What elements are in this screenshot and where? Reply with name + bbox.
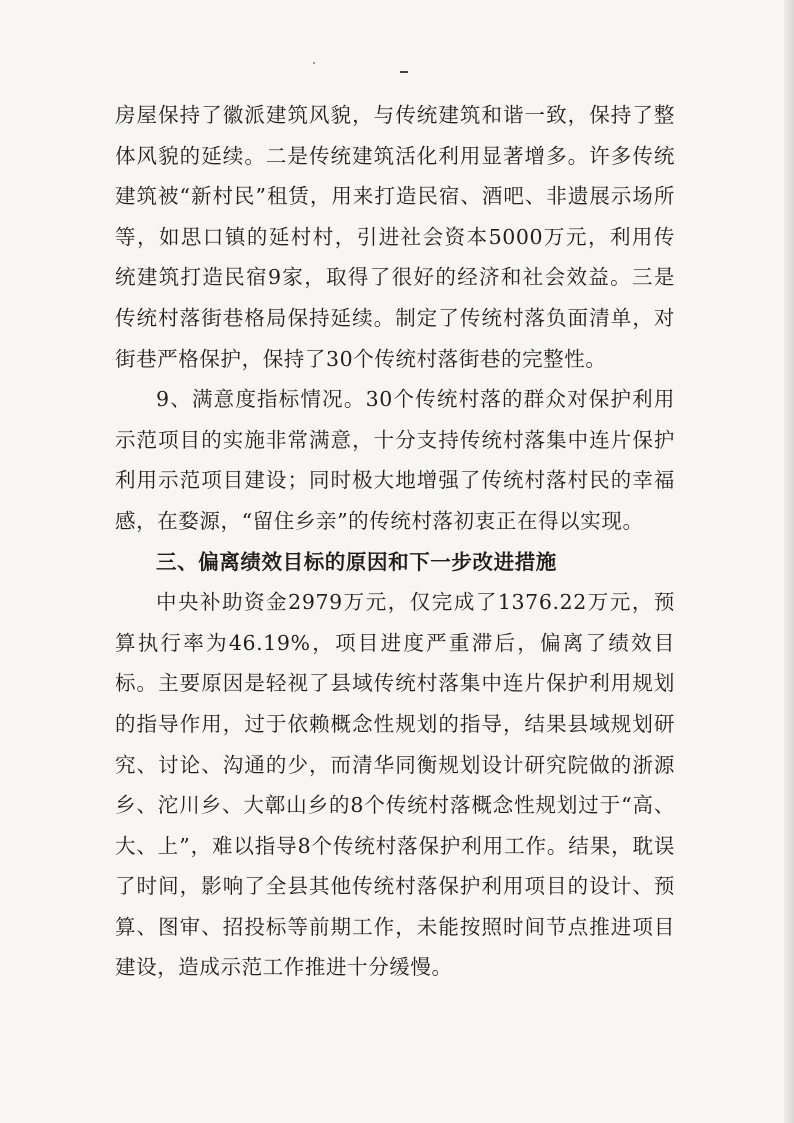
scan-speck [313,62,315,64]
section-heading-deviation: 三、偏离绩效目标的原因和下一步改进措施 [156,549,557,574]
document-body [115,95,675,988]
paragraph-deviation-reasons: 中央补助资金2979万元，仅完成了1376.22万元，预算执行率为46.19%，项目进度严重滞后，偏离了绩效目标。主要原因是轻视了县域传统村落集中连片保护利用规划的指导作用，过于依赖概念性规划的指导，结果县域规划研究、讨论、沟通的少，而清华同衡规划设计研究院做的浙源乡、沱川乡、大鄣山乡的8个传统村落概念性规划过于“高、大、上”，难以指导8个传统村落保护利用工作。结果，耽误了时间，影响了全县其他传统村落保护利用项目的设计、预算、图审、招投标等前期工作，未能按照时间节点推进项目建设，造成示范工作推进十分缓慢。 [115,590,675,980]
paragraph-satisfaction-indicator: 9、满意度指标情况。30个传统村落的群众对保护利用示范项目的实施非常满意，十分支持传统村落集中连片保护利用示范项目建设；同时极大地增强了传统村落村民的幸福感，在婺源，“留住乡亲”的传统村落初衷正在得以实现。 [115,387,675,533]
page-edge-shadow [784,0,794,1123]
paragraph-heritage-continuation: 房屋保持了徽派建筑风貌，与传统建筑和谐一致，保持了整体风貌的延续。二是传统建筑活化利用显著增多。许多传统建筑被“新村民”租赁，用来打造民宿、酒吧、非遗展示场所等，如思口镇的延村村，引进社会资本5000万元，利用传统建筑打造民宿9家，取得了很好的经济和社会效益。三是传统村落街巷格局保持延续。制定了传统村落负面清单，对街巷严格保护，保持了30个传统村落街巷的完整性。 [115,103,675,371]
scan-speck [400,71,408,73]
